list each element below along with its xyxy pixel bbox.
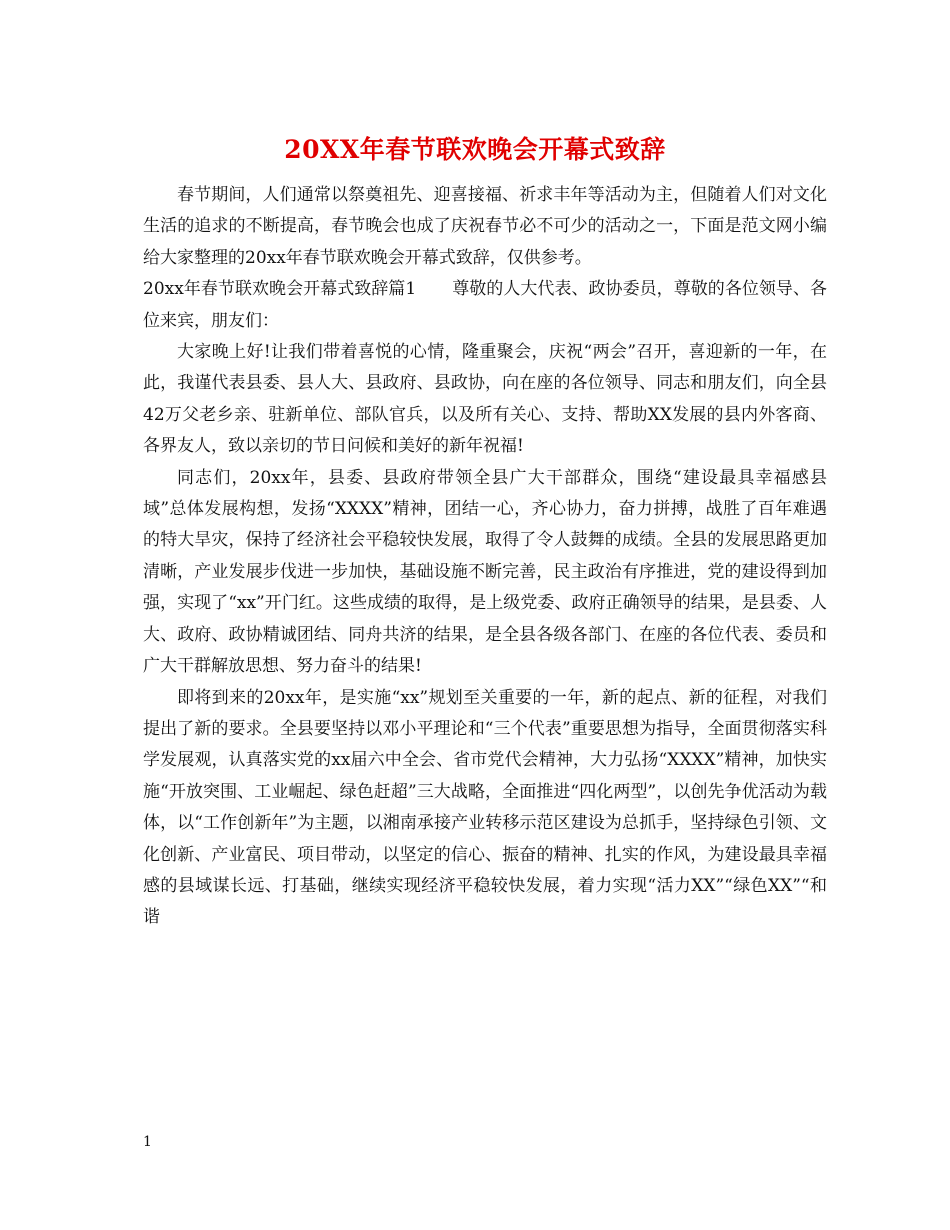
page-number: 1 (143, 1134, 152, 1150)
section-heading: 20xx年春节联欢晚会开幕式致辞篇1 (143, 279, 417, 300)
intro-paragraph: 春节期间，人们通常以祭奠祖先、迎喜接福、祈求丰年等活动为主，但随着人们对文化生活的追求的不断提高，春节晚会也成了庆祝春节必不可少的活动之一，下面是范文网小编给大家整理的20xx年春节联欢晚会开幕式致辞，仅供参考。 (143, 185, 827, 268)
document-title: 20XX年春节联欢晚会开幕式致辞 (284, 135, 666, 164)
body-paragraph: 同志们，20xx年，县委、县政府带领全县广大干部群众，围绕“建设最具幸福感县域”总体发展构想，发扬“XXXX”精神，团结一心，齐心协力，奋力拼搏，战胜了百年难遇的特大旱灾，保持了经济社会平稳较快发展，取得了令人鼓舞的成绩。全县的发展思路更加清晰，产业发展步伐进一步加快，基础设施不断完善，民主政治有序推进，党的建设得到加强，实现了“xx”开门红。这些成绩的取得，是上级党委、政府正确领导的结果，是县委、人大、政府、政协精诚团结、同舟共济的结果，是全县各级各部门、在座的各位代表、委员和广大干群解放思想、努力奋斗的结果! (143, 467, 827, 677)
section-heading-line (143, 274, 827, 337)
body-paragraph: 即将到来的20xx年，是实施“xx”规划至关重要的一年，新的起点、新的征程，对我们提出了新的要求。全县要坚持以邓小平理论和“三个代表”重要思想为指导，全面贯彻落实科学发展观，认真落实党的xx届六中全会、省市党代会精神，大力弘扬“XXXX”精神，加快实施“开放突围、工业崛起、绿色赶超”三大战略，全面推进“四化两型”，以创先争优活动为载体，以“工作创新年”为主题，以湘南承接产业转移示范区建设为总抓手，坚持绿色引领、文化创新、产业富民、项目带动，以坚定的信心、振奋的精神、扎实的作风，为建设最具幸福感的县域谋长远、打基础，继续实现经济平稳较快发展，着力实现“活力XX”“绿色XX”“和谐 (143, 687, 827, 928)
body-paragraph: 大家晚上好!让我们带着喜悦的心情，隆重聚会，庆祝“两会”召开，喜迎新的一年，在此，我谨代表县委、县人大、县政府、县政协，向在座的各位领导、同志和朋友们，向全县42万父老乡亲、驻新单位、部队官兵，以及所有关心、支持、帮助XX发展的县内外客商、各界友人，致以亲切的节日问候和美好的新年祝福! (143, 342, 827, 457)
greeting: 尊敬的人大代表、政协委员，尊敬的各位领导、各位来宾，朋友们： (143, 279, 828, 331)
document-body (143, 180, 827, 934)
